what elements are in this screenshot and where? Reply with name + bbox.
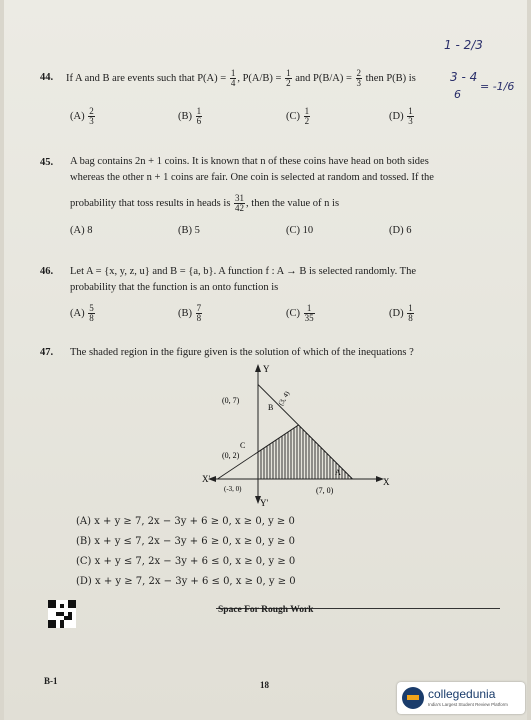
- handwritten-note: 6: [454, 88, 461, 101]
- question-text: probability that the function is an onto function is: [70, 282, 279, 293]
- option[interactable]: (D) 6: [389, 225, 412, 236]
- point-label: (0, 7): [222, 396, 240, 405]
- x-axis-label: X: [383, 477, 390, 487]
- question-text: Let A = {x, y, z, u} and B = {a, b}. A function f : A → B is selected randomly. The: [70, 266, 416, 277]
- option[interactable]: (C) $\frac{1}{35}$: [286, 303, 314, 323]
- x-prime-label: X': [202, 474, 211, 484]
- point-label: (-3, 0): [224, 485, 242, 493]
- y-axis-label: Y: [263, 364, 270, 374]
- page-number: 18: [260, 680, 269, 690]
- qr-code-icon: [48, 600, 76, 628]
- question-number: 45.: [40, 157, 54, 168]
- watermark-badge: [397, 682, 525, 714]
- y-prime-label: Y': [260, 498, 269, 508]
- option[interactable]: (A) $\frac{2}{3}$: [70, 106, 94, 126]
- option[interactable]: (B) $\frac{1}{6}$: [178, 106, 202, 126]
- page-code: B-1: [44, 676, 58, 686]
- option[interactable]: (D) x + y ≥ 7, 2x − 3y + 6 ≤ 0, x ≥ 0, y ≥ 0: [76, 576, 296, 587]
- point-label: (7, 0): [316, 486, 334, 495]
- question-number: 47.: [40, 347, 54, 358]
- handwritten-note: 3 - 4: [450, 70, 478, 84]
- option[interactable]: (C) 10: [286, 225, 314, 236]
- badge-tagline: India's Largest Student Review Platform: [428, 702, 508, 707]
- option[interactable]: (A) x + y ≥ 7, 2x − 3y + 6 ≥ 0, x ≥ 0, y ≥ 0: [76, 516, 295, 527]
- option[interactable]: (A) $\frac{5}{8}$: [70, 303, 94, 323]
- question-number: 44.: [40, 72, 54, 83]
- collegedunia-logo-icon: [402, 687, 424, 709]
- option[interactable]: (C) x + y ≤ 7, 2x − 3y + 6 ≤ 0, x ≥ 0, y ≥ 0: [76, 556, 296, 567]
- point-label: A: [335, 468, 341, 477]
- option[interactable]: (A) 8: [70, 225, 93, 236]
- handwritten-note: = -1/6: [480, 80, 515, 93]
- option[interactable]: (B) x + y ≤ 7, 2x − 3y + 6 ≥ 0, x ≥ 0, y ≥ 0: [76, 536, 295, 547]
- question-text: If A and B are events such that P(A) = $\frac{1}{4}$ , P(A/B) = $\frac{1}{2}$ and P(B/A) = $\frac{2}{3}$ then P(B) is: [66, 68, 416, 88]
- point-label: (0, 2): [222, 451, 240, 460]
- point-label: (3, 4): [276, 389, 292, 407]
- exam-page: [4, 0, 527, 720]
- option[interactable]: (D) $\frac{1}{8}$: [389, 303, 413, 323]
- question-text: probability that toss results in heads is $\frac{31}{42}$ , then the value of n is: [70, 193, 340, 213]
- handwritten-note: 1 - 2/3: [444, 38, 483, 52]
- point-label: C: [240, 441, 246, 450]
- question-number: 46.: [40, 266, 54, 277]
- option[interactable]: (D) $\frac{1}{3}$: [389, 106, 413, 126]
- question-text: The shaded region in the figure given is the solution of which of the inequations ?: [70, 347, 414, 358]
- option[interactable]: (B) $\frac{7}{8}$: [178, 303, 202, 323]
- inequality-graph: [194, 360, 394, 510]
- rough-work-label: Space For Rough Work: [218, 605, 314, 615]
- question-text: whereas the other n + 1 coins are fair. One coin is selected at random and tossed. If the: [70, 172, 434, 183]
- point-label: B: [268, 403, 274, 412]
- option[interactable]: (C) $\frac{1}{2}$: [286, 106, 310, 126]
- badge-name: collegedunia: [428, 687, 496, 701]
- option[interactable]: (B) 5: [178, 225, 200, 236]
- question-text: A bag contains 2n + 1 coins. It is known that n of these coins have head on both sides: [70, 156, 429, 167]
